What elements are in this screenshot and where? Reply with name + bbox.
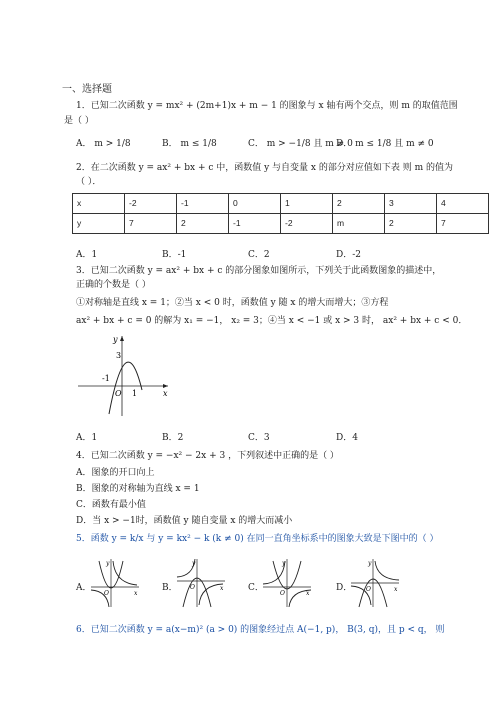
x-label: x: [163, 389, 168, 398]
origin-label: O: [190, 584, 195, 591]
origin-label: O: [280, 590, 285, 597]
y-label: y: [192, 560, 196, 567]
q5-option-b[interactable]: B．: [162, 583, 178, 593]
table-cell: 7: [437, 214, 489, 234]
q2-option-d[interactable]: D．-2: [336, 250, 361, 260]
q6-stem: 6．已知二次函数 y = a(x−m)² (a > 0) 的图象经过点 A(−1, p)， B(3, q)，且 p < q， 则: [76, 625, 445, 635]
q3-option-a[interactable]: A．1: [76, 433, 98, 443]
y-intercept-label: 3: [116, 351, 122, 360]
q1-stem: 1．已知二次函数 y = mx² + (2m+1)x + m − 1 的图象与 x 轴有两个交点，则 m 的取值范围: [76, 101, 458, 111]
q5-graph-b[interactable]: [175, 557, 227, 609]
table-cell: 2: [177, 214, 229, 234]
q5-graph-c[interactable]: [261, 557, 313, 609]
q2-stem-cont: （ ）．: [76, 177, 102, 187]
y-label: y: [106, 560, 110, 567]
q5-graph-d[interactable]: [349, 557, 401, 609]
q3-option-c[interactable]: C．3: [248, 433, 270, 443]
y-label: y: [282, 560, 286, 567]
y-axis-arrow-icon: [120, 336, 124, 341]
table-cell: x: [73, 194, 125, 214]
q3-option-d[interactable]: D．4: [336, 433, 358, 443]
x-axis-arrow-icon: [163, 384, 168, 388]
table-cell: 2: [385, 214, 437, 234]
q5-option-c[interactable]: C．: [248, 583, 264, 593]
table-cell: 3: [385, 194, 437, 214]
q1-stem-cont: 是（ ）: [64, 116, 94, 126]
q4-option-d[interactable]: D．当 x > −1时，函数值 y 随自变量 x 的增大而减小: [76, 516, 293, 526]
table-cell: 1: [281, 194, 333, 214]
q5-option-a[interactable]: A．: [76, 583, 92, 593]
q3-statements-2: ax² + bx + c = 0 的解为 x₁ = −1， x₂ = 3；④当 x < −1 或 x > 3 时， ax² + bx + c < 0．: [76, 316, 468, 326]
q2-option-c[interactable]: C．2: [248, 250, 270, 260]
table-cell: -1: [177, 194, 229, 214]
table-cell: 4: [437, 194, 489, 214]
q4-option-a[interactable]: A．图象的开口向上: [76, 468, 155, 478]
q4-option-b[interactable]: B．图象的对称轴为直线 x = 1: [76, 484, 200, 494]
q3-stem: 3．已知二次函数 y = ax² + bx + c 的部分图象如图所示，下列关于此函数图象的描述中，: [76, 266, 442, 276]
q3-stem-cont: 正确的个数是（ ）: [76, 280, 151, 290]
origin-label: O: [366, 586, 371, 593]
q1-option-a[interactable]: A． m > 1/8: [76, 139, 131, 149]
one-tick-label: 1: [132, 389, 138, 398]
origin-label: O: [115, 389, 122, 398]
x-label: x: [394, 586, 398, 593]
q3-statements-1: ①对称轴是直线 x = 1；②当 x < 0 时，函数值 y 随 x 的增大而增大；③方程: [76, 298, 389, 308]
q5-graph-a[interactable]: [89, 557, 141, 609]
q2-value-table: [72, 193, 489, 234]
q1-option-d[interactable]: D． m ≤ 1/8 且 m ≠ 0: [336, 139, 434, 149]
table-cell: y: [73, 214, 125, 234]
table-cell: 7: [125, 214, 177, 234]
root-neg-one-label: -1: [102, 374, 110, 383]
q1-option-c[interactable]: C． m > −1/8 且 m ≠ 0: [248, 139, 353, 149]
q4-stem: 4．已知二次函数 y = −x² − 2x + 3 ，下列叙述中正确的是（ ）: [76, 451, 339, 461]
table-cell: -1: [229, 214, 281, 234]
q5-stem: 5．函数 y = k/x 与 y = kx² − k (k ≠ 0) 在同一直角坐标系中的图象大致是下图中的（ ）: [76, 534, 439, 544]
table-cell: m: [333, 214, 385, 234]
q3-option-b[interactable]: B．2: [162, 433, 184, 443]
q5-option-d[interactable]: D．: [336, 583, 353, 593]
x-label: x: [220, 585, 224, 592]
section-title: 一、选择题: [62, 84, 112, 95]
y-label: y: [113, 335, 118, 344]
table-cell: -2: [125, 194, 177, 214]
table-cell: -2: [281, 214, 333, 234]
q3-parabola-graph: [76, 334, 176, 418]
q4-option-c[interactable]: C．函数有最小值: [76, 500, 146, 510]
q2-option-a[interactable]: A．1: [76, 250, 98, 260]
q1-option-b[interactable]: B． m ≤ 1/8: [162, 139, 217, 149]
y-label: y: [368, 560, 372, 567]
q2-option-b[interactable]: B．-1: [162, 250, 187, 260]
table-row: [73, 214, 489, 234]
table-row: [73, 194, 489, 214]
table-cell: 0: [229, 194, 281, 214]
x-label: x: [134, 590, 138, 597]
table-cell: 2: [333, 194, 385, 214]
origin-label: O: [104, 590, 109, 597]
x-label: x: [306, 590, 310, 597]
q2-stem: 2．在二次函数 y = ax² + bx + c 中，函数值 y 与自变量 x 的部分对应值如下表 则 m 的值为: [76, 163, 453, 173]
